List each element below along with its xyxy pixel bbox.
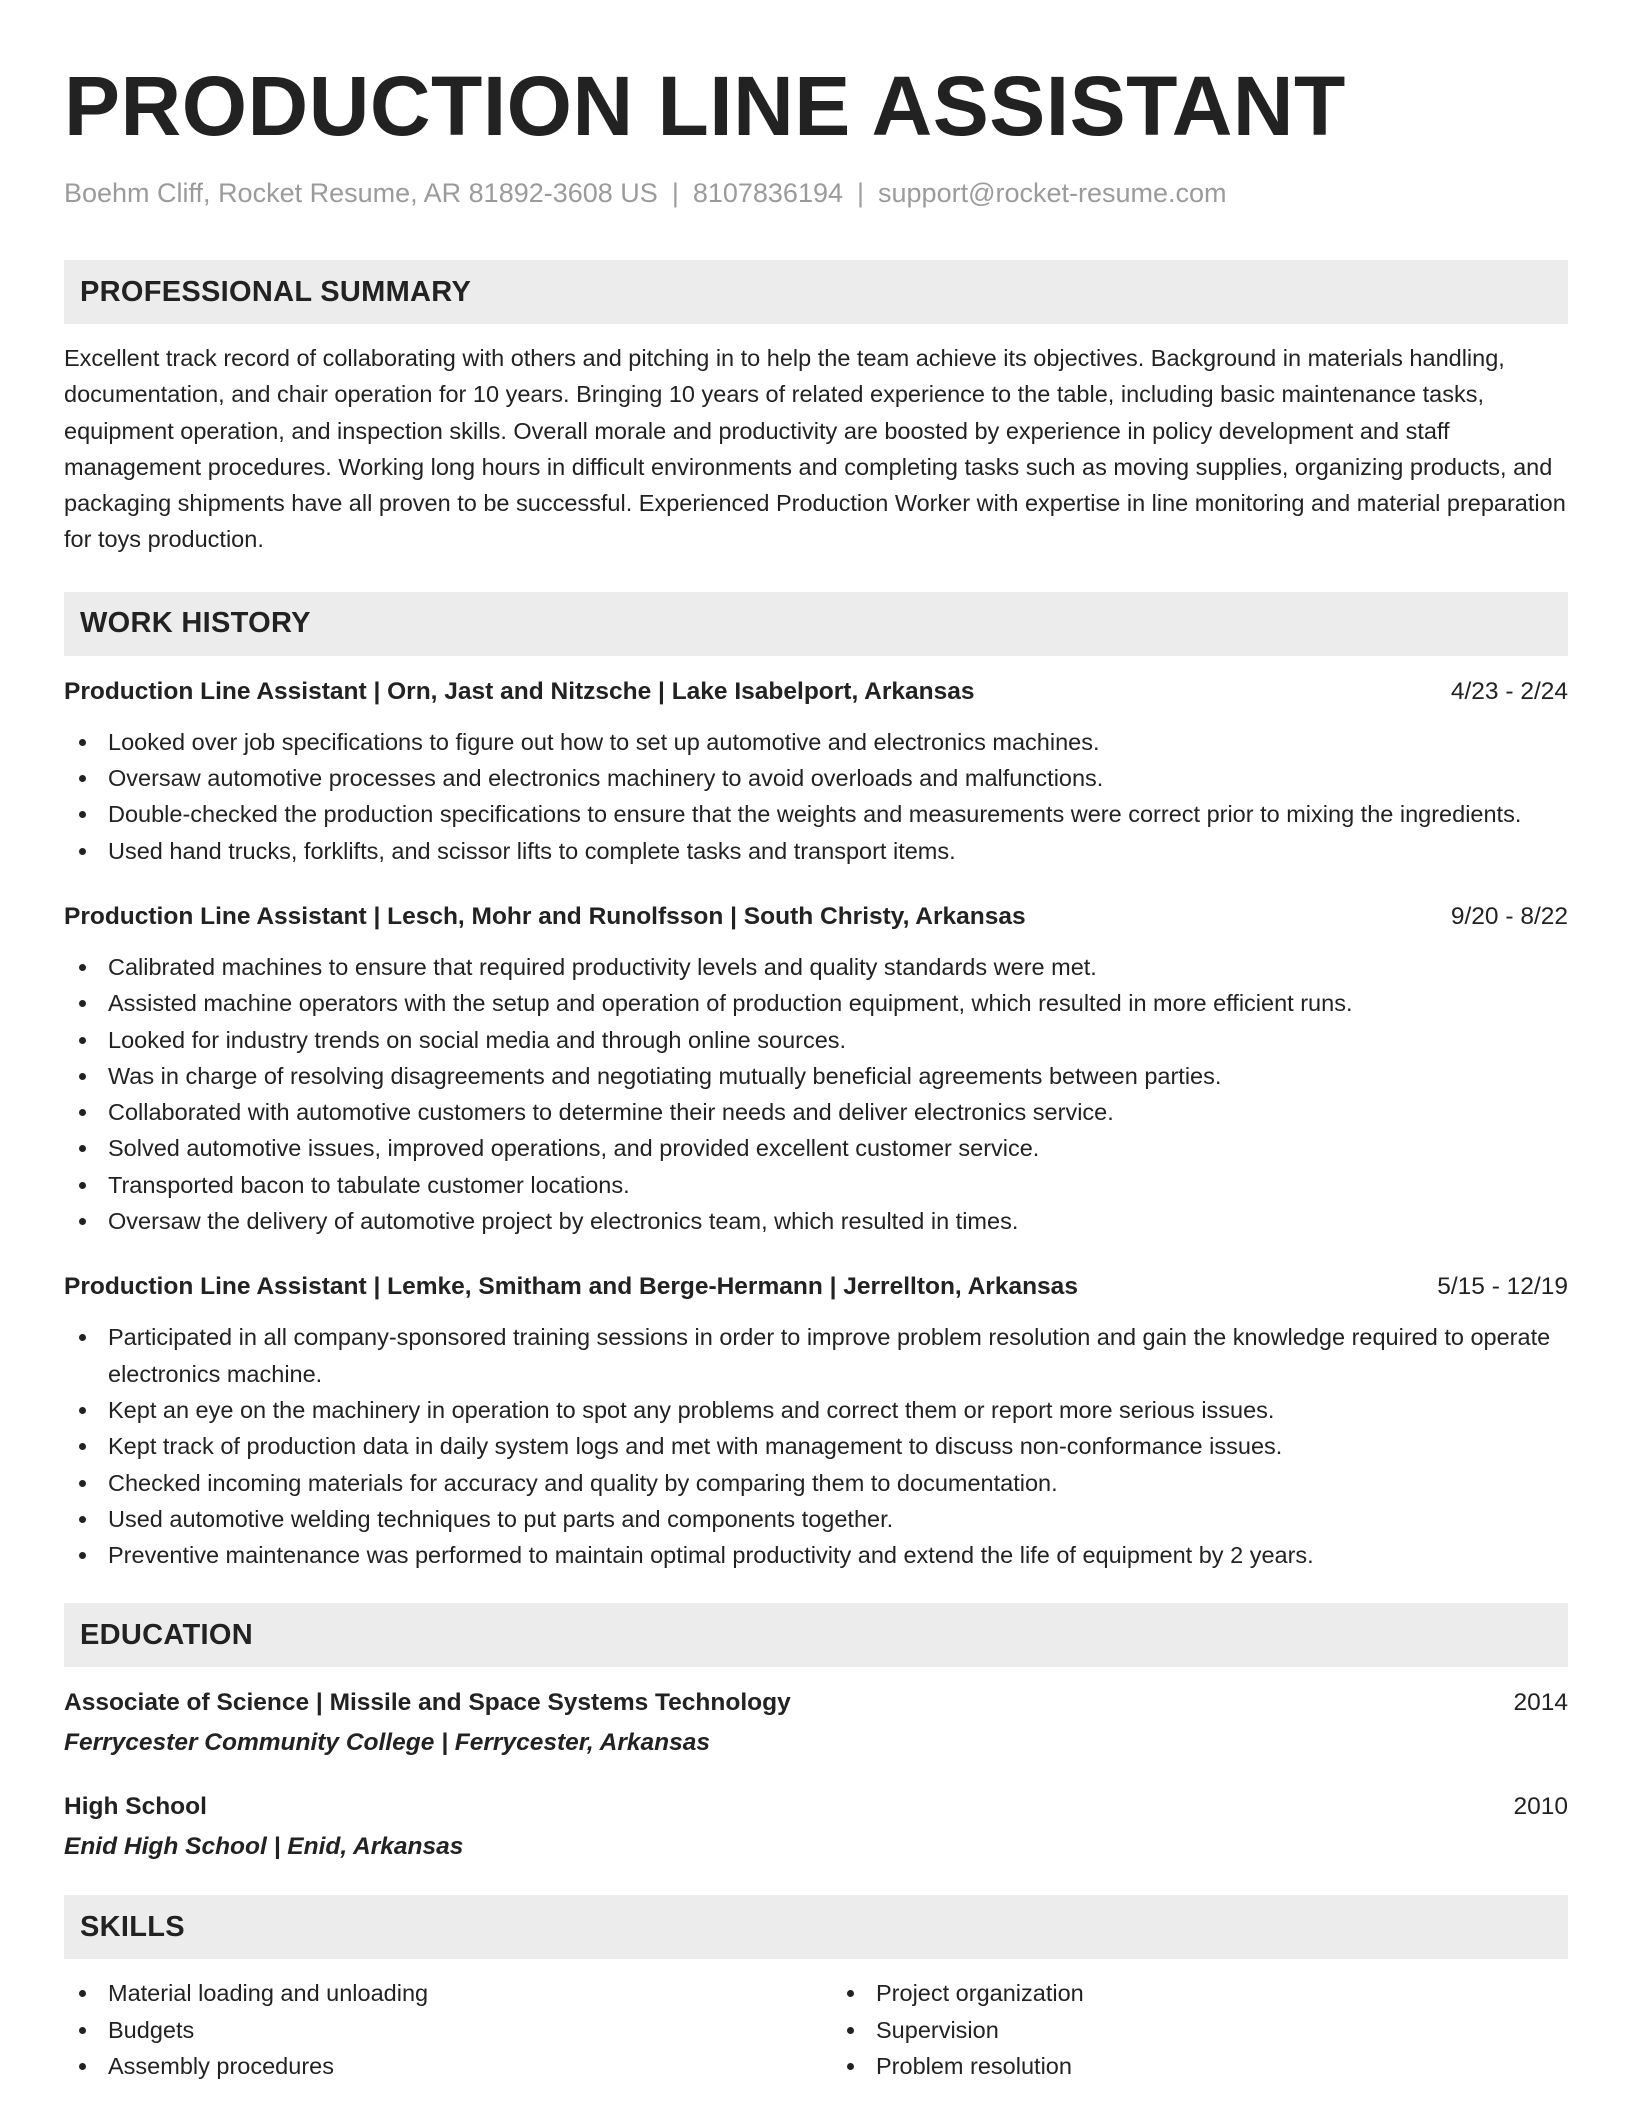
job-bullet: Oversaw automotive processes and electronics machinery to avoid overloads and malfunctions. [64,760,1568,796]
job-heading: Production Line Assistant | Lemke, Smitham and Berge-Hermann | Jerrellton, Arkansas [64,1273,1078,1301]
job-bullet: Preventive maintenance was performed to maintain optimal productivity and extend the life of equipment by 2 years. [64,1537,1568,1573]
contact-separator: | [857,178,865,208]
contact-phone: 8107836194 [692,178,843,208]
job-heading: Production Line Assistant | Orn, Jast and Nitzsche | Lake Isabelport, Arkansas [64,677,975,705]
job-bullets [64,949,1568,1239]
job-bullet: Was in charge of resolving disagreements and negotiating mutually beneficial agreements between parties. [64,1058,1568,1094]
skills-grid [64,1975,1568,2084]
skill-item: Assembly procedures [64,2048,800,2084]
job-entry [64,674,1568,869]
education-school: Enid High School | Enid, Arkansas [64,1833,464,1861]
summary-text: Excellent track record of collaborating with others and pitching in to help the team achieve its objectives. Background in materials handling, documentation, and chair operation for 10 years. Bringing 10 years of related experience to the table, including basic maintenance tasks, equipment operation, and inspection skills. Overall morale and productivity are boosted by experience in policy development and staff management procedures. Working long hours in difficult environments and completing tasks such as moving supplies, organizing products, and packaging shipments have all proven to be successful. Experienced Production Worker with expertise in line monitoring and material preparation for toys production. [64,345,1566,553]
resume-title: PRODUCTION LINE ASSISTANT [64,59,1346,153]
job-bullets [64,1319,1568,1573]
job-heading: Production Line Assistant | Lesch, Mohr and Runolfsson | South Christy, Arkansas [64,902,1026,930]
section-header-skills: SKILLS [64,1895,1568,1959]
education-year: 2010 [1513,1793,1568,1821]
job-header [64,674,1568,710]
job-bullet: Transported bacon to tabulate customer locations. [64,1167,1568,1203]
education-entry [64,1789,1568,1865]
skill-item: Supervision [832,2012,1568,2048]
job-bullet: Kept an eye on the machinery in operation to spot any problems and correct them or report more serious issues. [64,1392,1568,1428]
job-bullet: Participated in all company-sponsored training sessions in order to improve problem resolution and gain the knowledge required to operate electronics machine. [64,1319,1568,1392]
education-header [64,1789,1568,1825]
job-bullet: Calibrated machines to ensure that required productivity levels and quality standards were met. [64,949,1568,985]
job-header [64,899,1568,935]
skills-column-right [832,1975,1568,2084]
job-bullet: Solved automotive issues, improved operations, and provided excellent customer service. [64,1130,1568,1166]
job-bullet: Looked for industry trends on social media and through online sources. [64,1022,1568,1058]
job-bullet: Checked incoming materials for accuracy and quality by comparing them to documentation. [64,1465,1568,1501]
skill-item: Budgets [64,2012,800,2048]
skill-item: Project organization [832,1975,1568,2011]
job-bullet: Oversaw the delivery of automotive project by electronics team, which resulted in times. [64,1203,1568,1239]
education-year: 2014 [1513,1689,1568,1717]
job-dates: 5/15 - 12/19 [1437,1273,1568,1301]
job-bullet: Used automotive welding techniques to put parts and components together. [64,1501,1568,1537]
job-bullet: Collaborated with automotive customers to determine their needs and deliver electronics service. [64,1094,1568,1130]
contact-line [64,176,1568,210]
job-dates: 9/20 - 8/22 [1450,902,1568,930]
job-dates: 4/23 - 2/24 [1450,677,1568,705]
education-school: Ferrycester Community College | Ferrycester, Arkansas [64,1729,710,1757]
contact-separator: | [671,178,679,208]
education-entry [64,1685,1568,1761]
job-entry [64,899,1568,1239]
skill-item: Material loading and unloading [64,1975,800,2011]
job-bullet: Assisted machine operators with the setup and operation of production equipment, which resulted in more efficient runs. [64,985,1568,1021]
contact-email: support@rocket-resume.com [878,178,1227,208]
skills-column-left [64,1975,800,2084]
job-header [64,1269,1568,1305]
section-header-work-history: WORK HISTORY [64,592,1568,656]
contact-address: Boehm Cliff, Rocket Resume, AR 81892-3608 US [64,178,658,208]
job-bullet: Kept track of production data in daily system logs and met with management to discuss non-conformance issues. [64,1428,1568,1464]
job-bullet: Used hand trucks, forklifts, and scissor lifts to complete tasks and transport items. [64,833,1568,869]
education-degree: High School [64,1793,207,1821]
education-degree: Associate of Science | Missile and Space Systems Technology [64,1689,791,1717]
section-header-summary: PROFESSIONAL SUMMARY [64,260,1568,324]
education-header [64,1685,1568,1721]
job-bullets [64,724,1568,869]
section-header-education: EDUCATION [64,1603,1568,1667]
job-entry [64,1269,1568,1573]
job-bullet: Looked over job specifications to figure out how to set up automotive and electronics machines. [64,724,1568,760]
skill-item: Problem resolution [832,2048,1568,2084]
job-bullet: Double-checked the production specifications to ensure that the weights and measurements were correct prior to mixing the ingredients. [64,796,1568,832]
